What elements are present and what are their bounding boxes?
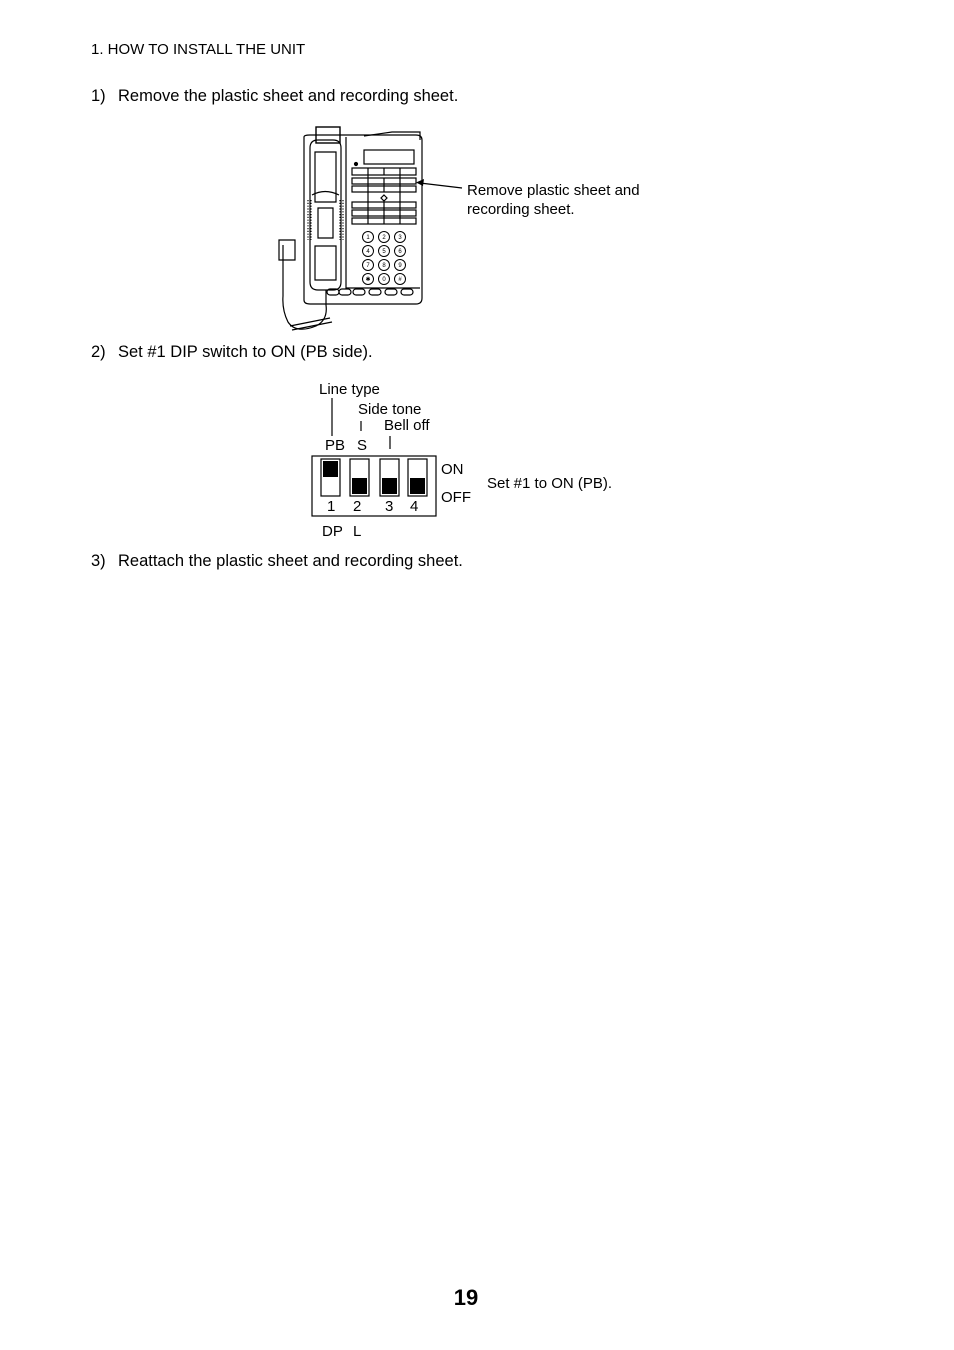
key-8: 8	[382, 263, 386, 269]
key-3: 3	[398, 235, 402, 241]
dp-label: DP	[322, 523, 343, 540]
off-label: OFF	[441, 489, 471, 506]
line-type-label: Line type	[319, 381, 380, 398]
key-star: ✱	[365, 277, 371, 283]
dip-switch-3-knob	[382, 478, 397, 494]
key-7: 7	[366, 263, 370, 269]
key-1: 1	[366, 235, 370, 241]
phone-callout: Remove plastic sheet and recording sheet.	[467, 182, 640, 218]
dip-switch-1-knob	[323, 461, 338, 477]
step-2-number: 2)	[91, 343, 106, 361]
key-4: 4	[366, 249, 370, 255]
switch-2-number: 2	[353, 498, 362, 515]
side-tone-label: Side tone	[358, 401, 422, 418]
section-title: 1. HOW TO INSTALL THE UNIT	[91, 41, 306, 58]
step-3	[91, 552, 463, 571]
step-1-number: 1)	[91, 87, 106, 105]
step-3-number: 3)	[91, 552, 106, 570]
step-2-text: Set #1 DIP switch to ON (PB side).	[118, 343, 373, 361]
bell-off-label: Bell off	[384, 417, 430, 434]
step-1-text: Remove the plastic sheet and recording sheet.	[118, 87, 459, 105]
step-2	[91, 343, 373, 362]
pb-label: PB	[325, 437, 346, 454]
key-0: 0	[382, 277, 386, 283]
l-label: L	[353, 523, 362, 540]
key-5: 5	[382, 249, 386, 255]
key-6: 6	[398, 249, 402, 255]
step-3-text: Reattach the plastic sheet and recording sheet.	[118, 552, 463, 570]
step-1	[91, 87, 458, 106]
page-number: 19	[453, 1285, 479, 1310]
dip-switch-1	[321, 459, 340, 496]
dip-note: Set #1 to ON (PB).	[487, 475, 613, 492]
key-2: 2	[382, 235, 386, 241]
switch-1-number: 1	[327, 498, 336, 515]
dip-switch-4	[408, 459, 427, 496]
switch-4-number: 4	[410, 498, 419, 515]
dip-switch-3	[380, 459, 399, 496]
dip-switch-4-knob	[410, 478, 425, 494]
s-label: S	[357, 437, 368, 454]
dip-switch-2	[350, 459, 369, 496]
switch-3-number: 3	[385, 498, 394, 515]
on-label: ON	[441, 461, 464, 478]
key-hash: #	[398, 277, 402, 283]
key-9: 9	[398, 263, 402, 269]
dip-switch-2-knob	[352, 478, 367, 494]
